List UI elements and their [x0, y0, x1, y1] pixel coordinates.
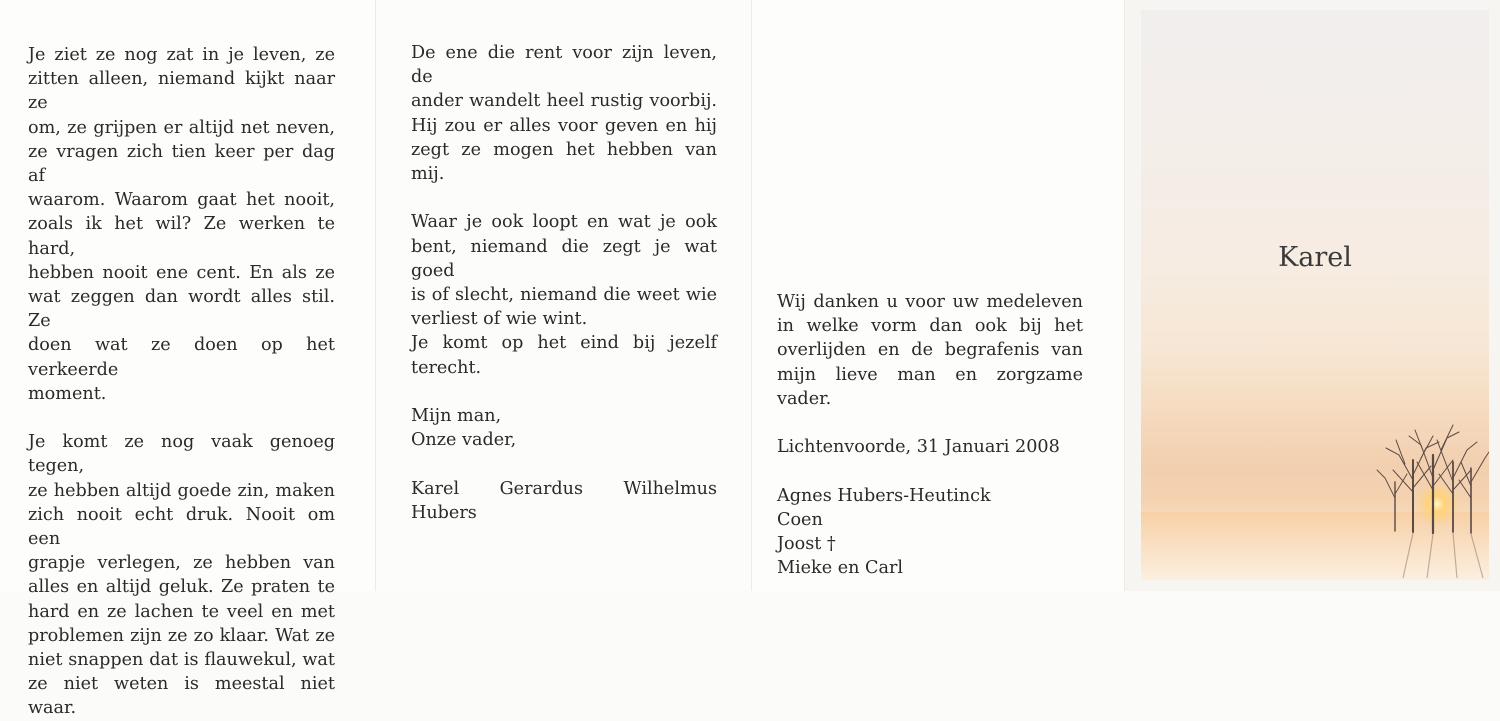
cover-name: Karel [1278, 242, 1352, 273]
place-date: Lichtenvoorde, 31 Januari 2008 [777, 437, 1060, 458]
winter-trees-image [1141, 400, 1489, 580]
poem-line: wat zeggen dan wordt alles stil. Ze [28, 287, 335, 332]
deceased-full-name: Karel Gerardus Wilhelmus Hubers [411, 478, 717, 523]
poem-column-2 [411, 41, 717, 525]
poem-line: is of slecht, niemand die weet wie [411, 285, 717, 306]
thanks-line: Wij danken u voor uw medeleven [777, 292, 1083, 312]
poem-line: verliest of wie wint. [411, 309, 588, 330]
poem-line: ander wandelt heel rustig voorbij. [411, 91, 717, 112]
poem-line: De ene die rent voor zijn leven, de [411, 43, 717, 88]
poem-line: doen wat ze doen op het verkeerde [28, 335, 335, 380]
poem-line: Je komt op het eind bij jezelf terecht. [411, 333, 717, 378]
thanks-line: mijn lieve man en zorgzame vader. [777, 364, 1083, 409]
thanks-column [777, 290, 1083, 580]
fold-line [751, 0, 752, 591]
poem-line: zoals ik het wil? Ze werken te hard, [28, 214, 335, 259]
poem-line: zitten alleen, niemand kijkt naar ze [28, 69, 335, 114]
poem-line: alles en altijd geluk. Ze praten te [28, 577, 335, 598]
poem-line: niet snappen dat is flauwekul, wat [28, 650, 335, 671]
poem-line: bent, niemand die zegt je wat goed [411, 236, 717, 281]
fold-line [375, 0, 376, 591]
thanks-line: in welke vorm dan ook bij het [777, 316, 1083, 337]
poem-column-1 [28, 43, 335, 721]
poem-line: zich nooit echt druk. Nooit om een [28, 504, 335, 550]
poem-line: moment. [28, 383, 107, 404]
poem-line: hebben nooit ene cent. En als ze [28, 262, 335, 283]
family-member: Joost † [777, 534, 836, 554]
poem-line: ze niet weten is meestal niet waar. [28, 674, 335, 719]
dedication-line: Onze vader, [411, 430, 517, 451]
poem-line: ze hebben altijd goede zin, maken [28, 480, 335, 501]
family-member: Mieke en Carl [777, 558, 904, 579]
family-member: Coen [777, 509, 823, 530]
fold-line [1124, 0, 1125, 591]
poem-line: Hij zou er alles voor geven en hij [411, 115, 717, 136]
poem-line: om, ze grijpen er altijd net neven, [28, 117, 335, 138]
poem-line: Je komt ze nog vaak genoeg tegen, [28, 432, 335, 477]
poem-line: Je ziet ze nog zat in je leven, ze [28, 45, 335, 65]
poem-line: grapje verlegen, ze hebben van [28, 553, 335, 574]
cover-photo [1141, 10, 1489, 580]
dedication-line: Mijn man, [411, 406, 502, 427]
thanks-line: overlijden en de begrafenis van [777, 340, 1083, 361]
family-member: Agnes Hubers-Heutinck [777, 485, 991, 506]
poem-line: zegt ze mogen het hebben van mij. [411, 139, 717, 185]
poem-line: ze vragen zich tien keer per dag af [28, 141, 335, 187]
poem-line: problemen zijn ze zo klaar. Wat ze [28, 625, 335, 646]
poem-line: Waar je ook loopt en wat je ook [411, 212, 717, 233]
poem-line: waarom. Waarom gaat het nooit, [28, 190, 335, 211]
poem-line: hard en ze lachen te veel en met [28, 601, 335, 622]
